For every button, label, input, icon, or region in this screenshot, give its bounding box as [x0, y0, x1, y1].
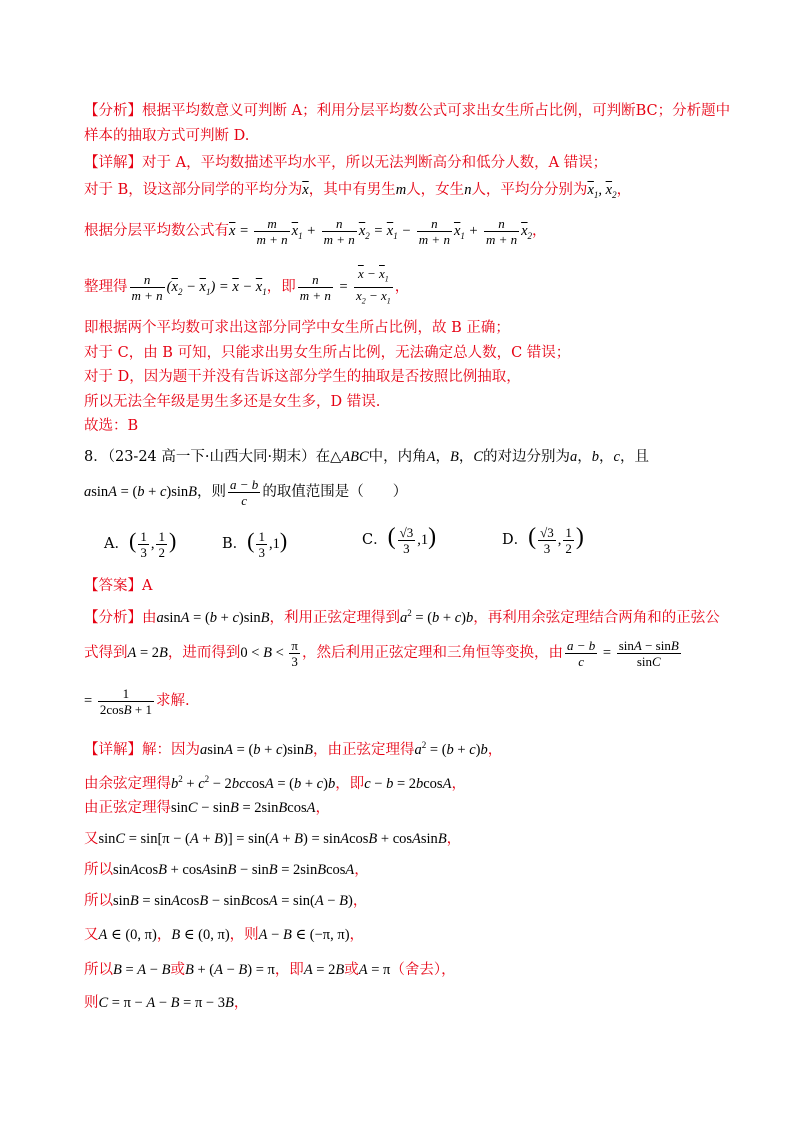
detail-7-line-8: 所以无法全年级是男生多还是女生多，D 错误. [84, 394, 381, 410]
detail-7-line-6: 对于 C，由 B 可知，只能求出男女生所占比例，无法确定总人数，C 错误； [84, 345, 571, 361]
detail-7-line-5: 即根据两个平均数可求出这部分同学中女生所占比例，故 B 正确； [84, 320, 510, 336]
question-8-line-2: asinA = (b + c)sinB，则 $\frac{a - b}{c}$ 的取值范围是（ ） [84, 476, 408, 508]
option-a[interactable]: A．( $\frac{1}{3}$ , $\frac{1}{2}$ ) [104, 528, 177, 560]
question-8-stem: 8．（23-24 高一下·山西大同·期末）在△ABC中，内角A，B，C的对边分别为a，b，c，且 [84, 449, 649, 465]
analysis-8-line-1: 【分析】由asinA = (b + c)sinB，利用正弦定理得到$a^2 = (b + c)b$，再利用余弦定理结合两角和的正弦公 [84, 608, 720, 626]
detail-8-line-4: 又sinC = sin[π − (A + B)] = sin(A + B) = sinAcosB + cosAsinB， [84, 831, 462, 847]
detail-7-line-2: 对于 B，设这部分同学的平均分为$\overline{x}$，其中有男生m人，女生n人，平均分分别为$\overline{x}_1$, $\overline{x}_2$， [84, 182, 632, 200]
answer-8: 【答案】A [84, 578, 153, 594]
detail-8-line-3: 由正弦定理得sinC − sinB = 2sinBcosA， [84, 800, 330, 816]
detail-7-line-7: 对于 D，因为题干并没有告诉这部分学生的抽取是否按照比例抽取， [84, 369, 521, 385]
option-c[interactable]: C．( $\frac{√3}{3}$ ,1) [362, 524, 437, 556]
option-d[interactable]: D．( $\frac{√3}{3}$ , $\frac{1}{2}$ ) [502, 524, 584, 556]
detail-8-line-1: 【详解】解：因为asinA = (b + c)sinB，由正弦定理得$a^2 = (b + c)b$， [84, 740, 503, 758]
analysis-8-line-2: 式得到A = 2B，进而得到0 < B < $\frac{\pi}{3}$ ，然后利用正弦定理和三角恒等变换，由 $\frac{a - b}{c}$ = $\frac{\sin A - \sin B}{\sin C}$ [84, 637, 679, 669]
detail-8-line-2: 由余弦定理得$b^2 + c^2 - 2bccosA = (b + c)b$，即c − b = 2bcosA， [84, 774, 466, 792]
detail-8-line-9: 则C = π − A − B = π − 3B， [84, 995, 249, 1011]
detail-8-line-6: 所以sinB = sinAcosB − sinBcosA = sin(A − B)， [84, 893, 368, 909]
analysis-8-line-3: = $\frac{1}{2\cos B + 1}$ 求解. [84, 685, 190, 717]
detail-8-line-7: 又A ∈ (0, π)，B ∈ (0, π)，则A − B ∈ (−π, π)， [84, 927, 365, 943]
analysis-7-line-1: 【分析】根据平均数意义可判断 A；利用分层平均数公式可求出女生所占比例，可判断BC；分析题中 [84, 103, 731, 119]
analysis-7-line-2: 样本的抽取方式可判断 D. [84, 128, 250, 144]
detail-7-line-9: 故选：B [84, 418, 139, 434]
detail-7-line-4: 整理得 $\frac{n}{m + n}$ $(\overline{x}_2 - \overline{x}_1) = \overline{x} - \overline{x}_1$，即 $\frac{n}{m + n}$ = $\frac{\overline{x} - \overline{x}_1}{\overline{x}_2 - \overline{x}_1}$ ， [84, 266, 410, 306]
detail-8-line-5: 所以sinAcosB + cosAsinB − sinB = 2sinBcosA， [84, 862, 369, 878]
detail-7-line-1: 【详解】对于 A，平均数描述平均水平，所以无法判断高分和低分人数，A 错误； [84, 155, 608, 171]
detail-8-line-8: 所以B = A − B或B + (A − B) = π，即A = 2B或A = π（舍去）， [84, 962, 456, 978]
detail-7-line-3: 根据分层平均数公式有$\overline{x}$ = $\frac{m}{m + n}$ $\overline{x}_1$ + $\frac{n}{m + n}$ $\overline{x}_2 = \overline{x}_1$ − $\frac{n}{m + n}$ $\overline{x}_1$ + $\frac{n}{m + n}$ $\overline{x}_2$， [84, 215, 547, 247]
option-b[interactable]: B．( $\frac{1}{3}$ ,1) [222, 528, 288, 560]
